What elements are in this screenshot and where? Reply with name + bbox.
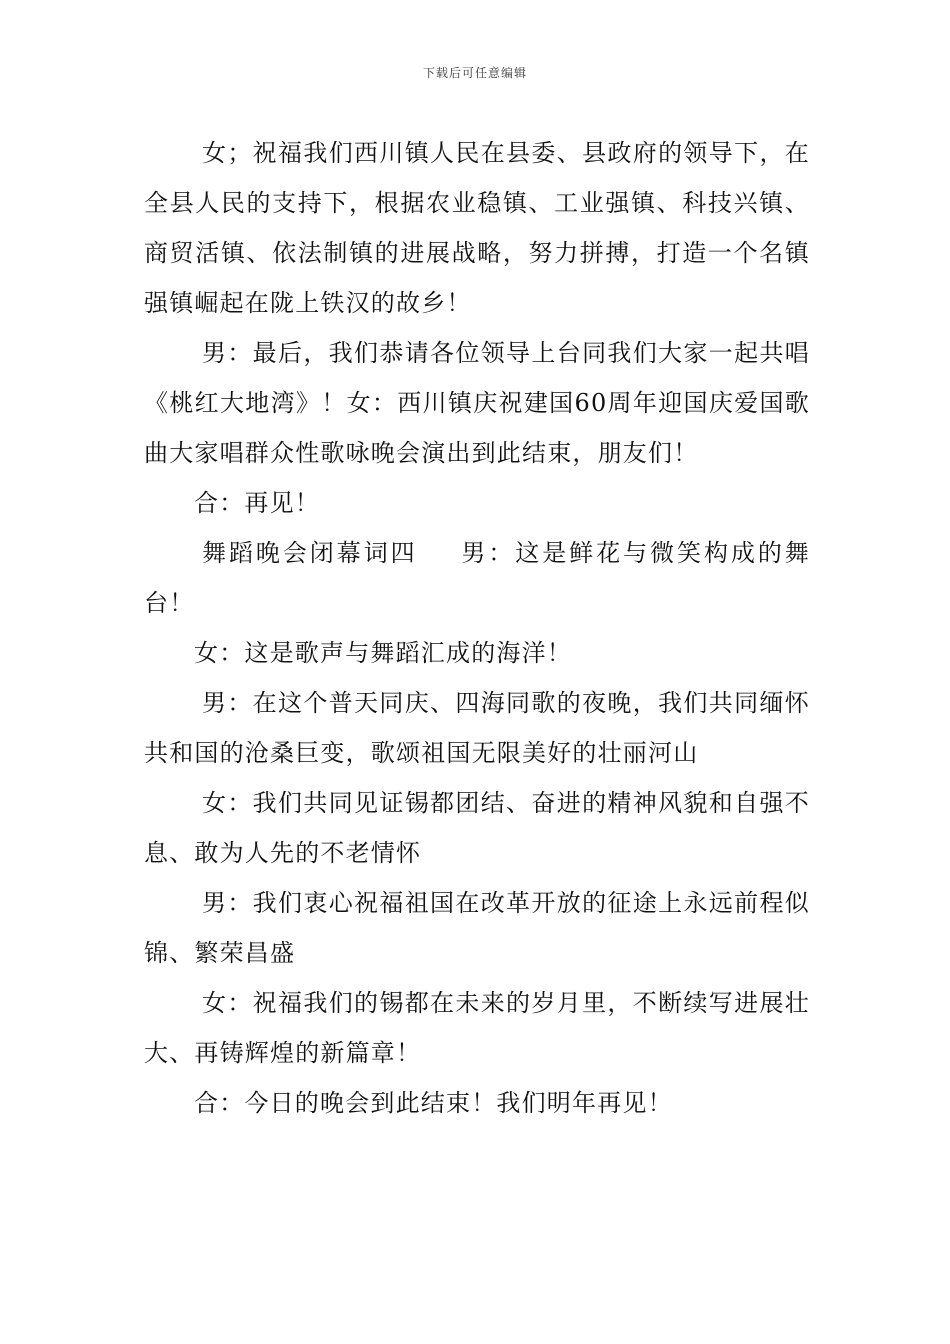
- paragraph-wish-city: 女：祝福我们的锡都在未来的岁月里，不断续写进展壮大、再铸辉煌的新篇章！: [144, 989, 810, 1067]
- section-title: 舞蹈晚会闭幕词四: [202, 539, 418, 567]
- paragraph-final: 合：今日的晚会到此结束！我们明年再见！: [194, 1089, 673, 1117]
- document-body: [144, 128, 810, 1128]
- paragraph-wish-country: 男：我们衷心祝福祖国在改革开放的征途上永远前程似锦、繁荣昌盛: [144, 889, 810, 967]
- section-first-line: 男：这是鲜花与微笑构成的舞台！: [144, 539, 810, 617]
- paragraph-blessing: 女；祝福我们西川镇人民在县委、县政府的领导下，在全县人民的支持下，根据农业稳镇、工业强镇、科技兴镇、商贸活镇、依法制镇的进展战略，努力拼搏，打造一个名镇强镇崛起在陇上铁汉的故乡！: [144, 139, 810, 317]
- paragraph-witness: 女：我们共同见证锡都团结、奋进的精神风貌和自强不息、敢为人先的不老情怀: [144, 789, 810, 867]
- paragraph-closing-song: 男：最后，我们恭请各位领导上台同我们大家一起共唱《桃红大地湾》！女：西川镇庆祝建国60周年迎国庆爱国歌曲大家唱群众性歌咏晚会演出到此结束，朋友们！: [144, 339, 810, 467]
- paragraph-celebration: 男：在这个普天同庆、四海同歌的夜晚，我们共同缅怀共和国的沧桑巨变，歌颂祖国无限美好的壮丽河山: [144, 689, 810, 767]
- paragraph-goodbye: 合：再见！: [194, 489, 320, 517]
- paragraph-ocean: 女：这是歌声与舞蹈汇成的海洋！: [194, 639, 572, 667]
- paragraph-section-start: [144, 528, 810, 628]
- header-note: 下载后可任意编辑: [422, 66, 527, 80]
